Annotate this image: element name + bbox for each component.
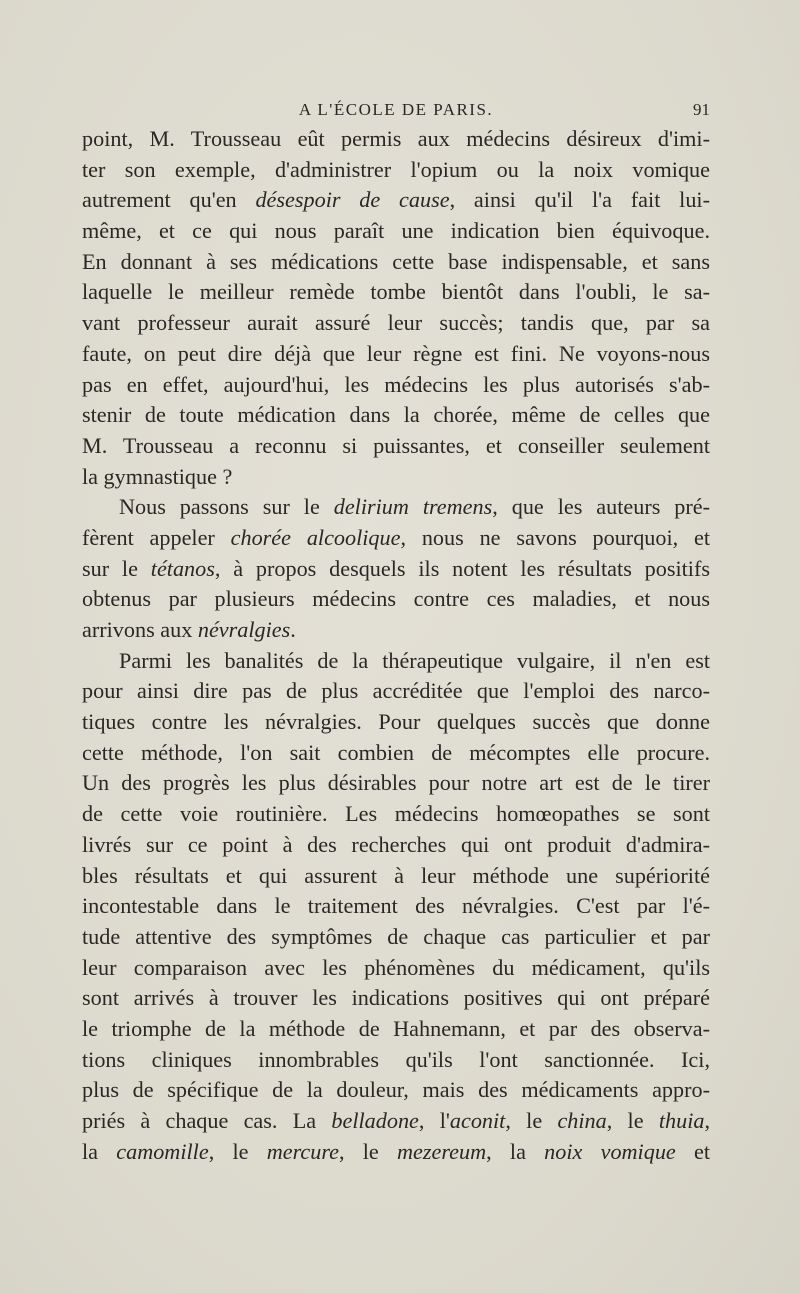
italic-text: aconit [449, 1108, 506, 1133]
body-text [82, 124, 710, 1167]
text-segment: Nous passons sur le [119, 494, 334, 520]
italic-text: camomille [116, 1138, 209, 1164]
text-line [82, 584, 710, 615]
text-line [82, 1014, 710, 1045]
text-line [82, 953, 710, 984]
text-line [82, 1045, 710, 1076]
text-segment: faute, on peut dire déjà que leur règne est fini. Ne voyons-nous [82, 340, 710, 366]
text-line [82, 492, 710, 523]
text-segment: , le [606, 1108, 659, 1133]
text-segment: plus de spécifique de la douleur, mais des médicaments appro- [82, 1077, 710, 1103]
text-segment: autrement qu'en [82, 187, 256, 213]
text-segment: , l' [418, 1108, 450, 1133]
text-line [82, 707, 710, 738]
text-segment: vant professeur aurait assuré leur succès; tandis que, par sa [82, 310, 710, 336]
text-line [82, 1075, 710, 1106]
italic-text: névralgies [197, 617, 291, 642]
text-segment: obtenus par plusieurs médecins contre ces maladies, et nous [82, 586, 710, 612]
text-line [82, 615, 710, 646]
text-line [82, 676, 710, 707]
text-segment: , le [208, 1138, 267, 1164]
text-segment: , que les auteurs pré- [492, 494, 710, 520]
text-segment: sont arrivés à trouver les indications positives qui ont préparé [82, 985, 710, 1011]
italic-text: belladone [331, 1108, 419, 1133]
text-segment: de cette voie routinière. Les médecins homœopathes se sont [82, 801, 710, 827]
text-segment: point, M. Trousseau eût permis aux médecins désireux d'imi- [82, 126, 710, 151]
text-segment: M. Trousseau a reconnu si puissantes, et conseiller seulement [82, 432, 710, 458]
text-line [82, 646, 710, 677]
text-segment: arrivons aux [82, 617, 198, 642]
page-number: 91 [693, 100, 710, 119]
text-line [82, 922, 710, 953]
text-segment: stenir de toute médication dans la chorée, même de celles que [82, 402, 710, 428]
text-segment: cette méthode, l'on sait combien de mécomptes elle procure. [82, 739, 710, 765]
text-line [82, 400, 710, 431]
text-segment: tions cliniques innombrables qu'ils l'ont sanctionnée. Ici, [82, 1046, 710, 1072]
text-segment: , à propos desquels ils notent les résultats positifs [214, 555, 710, 581]
text-line [82, 339, 710, 370]
text-line [82, 1106, 710, 1137]
italic-text: thuia [658, 1108, 705, 1133]
text-segment: la gymnastique ? [82, 463, 233, 489]
text-segment: . [290, 617, 296, 642]
text-segment: ter son exemple, d'administrer l'opium ou la noix vomique [82, 156, 710, 182]
italic-text: mezereum [397, 1138, 487, 1164]
text-segment: , le [505, 1108, 558, 1133]
text-line [82, 830, 710, 861]
text-line [82, 799, 710, 830]
text-segment: , nous ne savons pourquoi, et [400, 524, 710, 550]
text-line [82, 738, 710, 769]
text-segment: , [704, 1108, 710, 1133]
text-line [82, 431, 710, 462]
running-head: A L'ÉCOLE DE PARIS. [298, 100, 494, 119]
italic-text: mercure [266, 1138, 339, 1164]
italic-text: noix vomique [544, 1138, 676, 1164]
text-segment: incontestable dans le traitement des névralgies. C'est par l'é- [82, 893, 710, 919]
text-line [82, 185, 710, 216]
text-segment: , ainsi qu'il l'a fait lui- [449, 187, 710, 213]
text-segment: fèrent appeler [82, 524, 231, 550]
text-line [82, 1137, 710, 1168]
text-segment: pour ainsi dire pas de plus accréditée que l'emploi des narco- [82, 678, 710, 704]
text-line [82, 247, 710, 278]
text-segment: même, et ce qui nous paraît une indication bien équivoque. [82, 218, 710, 244]
italic-text: china [557, 1108, 607, 1133]
text-segment: et [675, 1138, 710, 1164]
text-segment: le triomphe de la méthode de Hahnemann, et par des observa- [82, 1015, 710, 1041]
page-header [82, 98, 710, 124]
text-line [82, 370, 710, 401]
text-segment: leur comparaison avec les phénomènes du médicament, qu'ils [82, 954, 710, 980]
text-segment: bles résultats et qui assurent à leur méthode une supériorité [82, 862, 710, 888]
italic-text: tétanos [150, 555, 215, 581]
text-line [82, 216, 710, 247]
text-segment: tude attentive des symptômes de chaque cas particulier et par [82, 923, 710, 949]
text-line [82, 861, 710, 892]
text-segment: livrés sur ce point à des recherches qui ont produit d'admira- [82, 831, 710, 857]
text-line [82, 277, 710, 308]
text-segment: En donnant à ses médications cette base indispensable, et sans [82, 248, 710, 274]
text-line [82, 523, 710, 554]
text-line [82, 891, 710, 922]
text-segment: Un des progrès les plus désirables pour notre art est de le tirer [82, 770, 710, 796]
text-segment: laquelle le meilleur remède tombe bientôt dans l'oubli, le sa- [82, 279, 710, 305]
italic-text: delirium tremens [333, 494, 493, 520]
italic-text: chorée alcoolique [230, 524, 401, 550]
text-segment: la [82, 1138, 117, 1164]
text-segment: tiques contre les névralgies. Pour quelques succès que donne [82, 709, 710, 735]
text-segment: , le [339, 1138, 398, 1164]
text-segment: pas en effet, aujourd'hui, les médecins les plus autorisés s'ab- [82, 371, 710, 397]
text-segment: , la [486, 1138, 545, 1164]
text-line [82, 308, 710, 339]
text-line [82, 462, 710, 493]
text-line [82, 155, 710, 186]
text-segment: Parmi les banalités de la thérapeutique vulgaire, il n'en est [119, 647, 710, 673]
text-segment: priés à chaque cas. La [82, 1108, 332, 1133]
italic-text: désespoir de cause [255, 187, 450, 213]
text-line [82, 983, 710, 1014]
text-line [82, 768, 710, 799]
text-line [82, 554, 710, 585]
text-segment: sur le [82, 555, 151, 581]
text-line [82, 124, 710, 155]
